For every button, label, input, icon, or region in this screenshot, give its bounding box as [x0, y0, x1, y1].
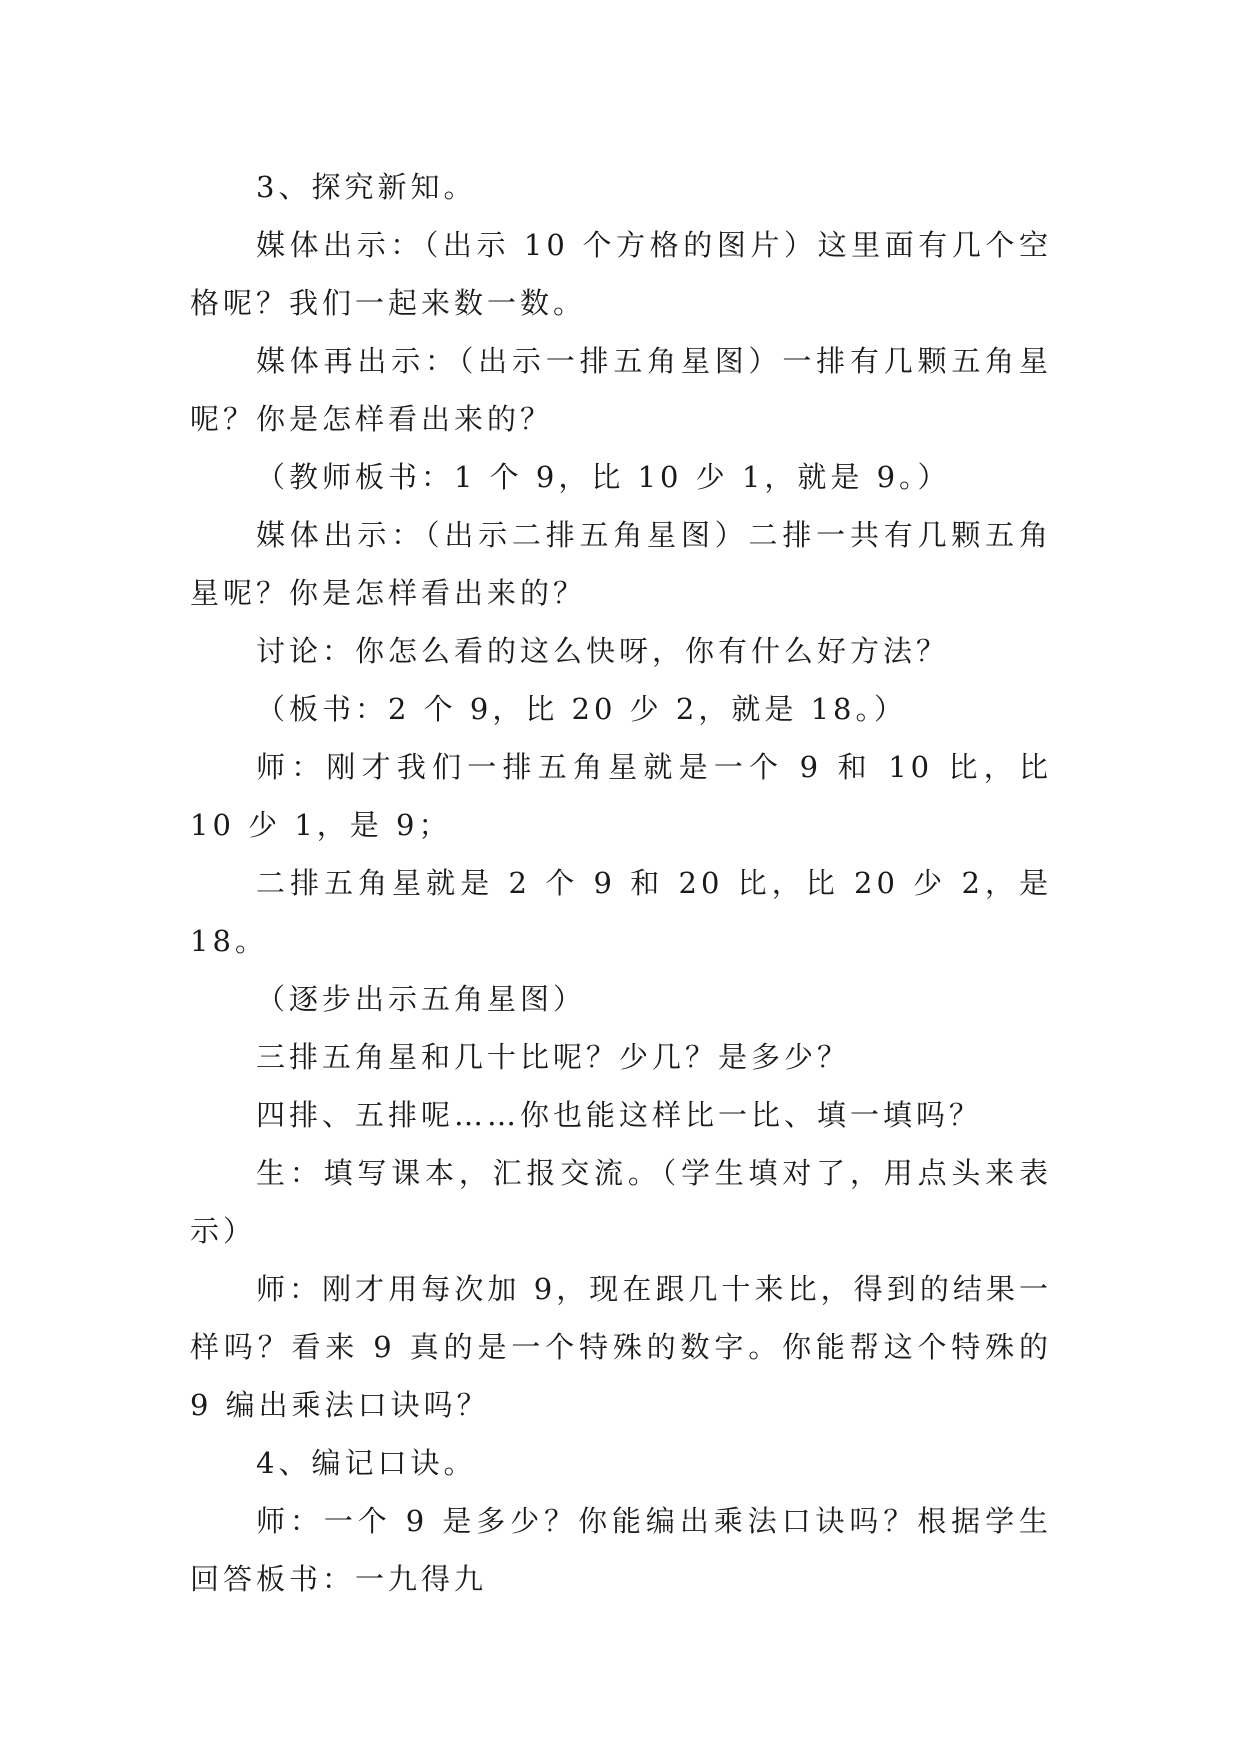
paragraph-teacher-one-row: 师：刚才我们一排五角星就是一个 9 和 10 比，比 10 少 1，是 9；	[190, 750, 1052, 842]
section-heading-explore: 3、探究新知。	[256, 170, 477, 204]
paragraph-two-rows-compare: 二排五角星就是 2 个 9 和 20 比，比 20 少 2，是 18。	[190, 866, 1052, 958]
paragraph-teacher-special-nine: 师：刚才用每次加 9，现在跟几十来比，得到的结果一样吗？看来 9 真的是一个特殊的数字。你能帮这个特殊的 9 编出乘法口诀吗？	[190, 1272, 1052, 1422]
paragraph-media-one-row: 媒体再出示：（出示一排五角星图）一排有几颗五角星呢？你是怎样看出来的？	[190, 344, 1052, 436]
paragraph-media-grid: 媒体出示：（出示 10 个方格的图片）这里面有几个空格呢？我们一起来数一数。	[190, 228, 1052, 320]
section-heading-mnemonic: 4、编记口诀。	[256, 1446, 477, 1480]
paragraph-three-rows: 三排五角星和几十比呢？少几？是多少？	[256, 1040, 851, 1074]
paragraph-four-five-rows: 四排、五排呢……你也能这样比一比、填一填吗？	[256, 1098, 983, 1132]
paragraph-board-note-2: （板书：2 个 9，比 20 少 2，就是 18。）	[256, 692, 907, 726]
paragraph-discussion: 讨论：你怎么看的这么快呀，你有什么好方法？	[256, 634, 950, 668]
document-body	[190, 158, 1052, 1608]
paragraph-stepwise-show: （逐步出示五角星图）	[256, 982, 587, 1016]
paragraph-teacher-one-nine: 师：一个 9 是多少？你能编出乘法口诀吗？根据学生回答板书：一九得九	[190, 1504, 1052, 1596]
paragraph-media-two-rows: 媒体出示：（出示二排五角星图）二排一共有几颗五角星呢？你是怎样看出来的？	[190, 518, 1052, 610]
paragraph-board-note-1: （教师板书：1 个 9，比 10 少 1，就是 9。）	[256, 460, 951, 494]
paragraph-student-fill: 生：填写课本，汇报交流。（学生填对了，用点头来表示）	[190, 1156, 1052, 1248]
